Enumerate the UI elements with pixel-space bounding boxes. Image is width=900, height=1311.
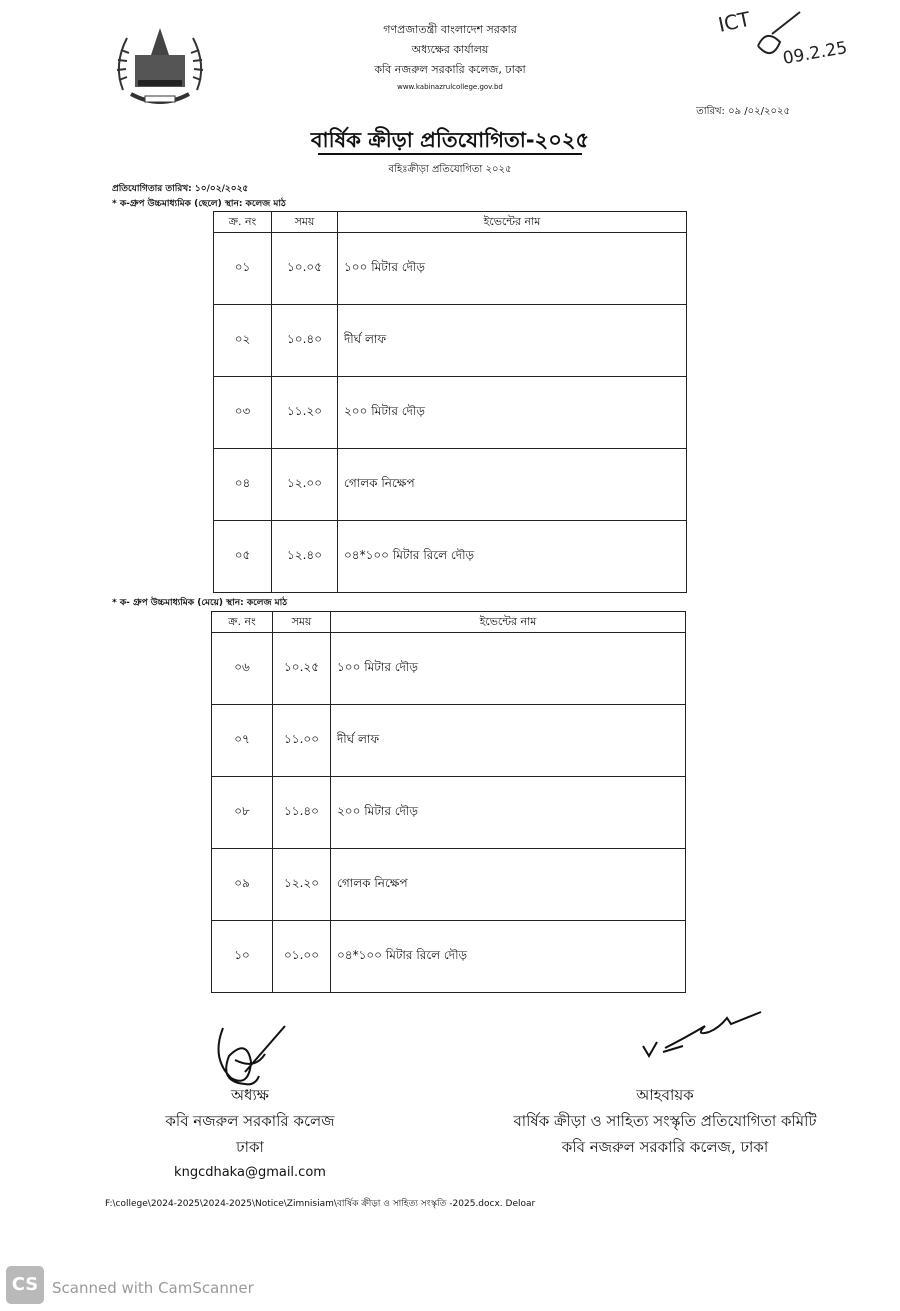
schedule-table-girls bbox=[211, 611, 686, 993]
cell-time: ১১.৪০ bbox=[273, 777, 331, 849]
competition-date: প্রতিযোগিতার তারিখ: ১০/০২/২০২৫ bbox=[112, 184, 249, 194]
cell-time: ১০.২৫ bbox=[273, 633, 331, 705]
table-row bbox=[212, 921, 686, 993]
table-row bbox=[214, 233, 687, 305]
principal-city: ঢাকা bbox=[236, 1138, 264, 1156]
cell-time: ১২.০০ bbox=[272, 449, 338, 521]
camscanner-logo-icon: CS bbox=[6, 1266, 44, 1304]
principal-role: অধ্যক্ষ bbox=[231, 1086, 269, 1104]
cell-time: ১০.০৫ bbox=[272, 233, 338, 305]
principal-org: কবি নজরুল সরকারি কলেজ bbox=[165, 1112, 335, 1130]
subtitle: বহিঃক্রীড়া প্রতিযোগিতা ২০২৫ bbox=[388, 164, 512, 175]
cell-time: ১০.৪০ bbox=[272, 305, 338, 377]
principal-block bbox=[130, 1082, 370, 1186]
office-name: অধ্যক্ষের কার্যালয় bbox=[411, 43, 489, 56]
table-header-row bbox=[214, 212, 687, 233]
cell-event: গোলক নিক্ষেপ bbox=[331, 849, 686, 921]
file-path: F:\college\2024-2025\2024-2025\Notice\Zimnisiam\বার্ষিক ক্রীড়া ও সাহিত্য সংস্কৃতি -2025.docx. Deloar bbox=[105, 1199, 536, 1209]
cell-sl: ০১ bbox=[214, 233, 272, 305]
convener-committee: বার্ষিক ক্রীড়া ও সাহিত্য সংস্কৃতি প্রতিযোগিতা কমিটি bbox=[513, 1112, 817, 1130]
table-row bbox=[214, 305, 687, 377]
convener-role: আহবায়ক bbox=[636, 1086, 694, 1104]
section-label-girls: * ক- গ্রুপ উচ্চমাধ্যমিক (মেয়ে) স্থান: কলেজ মাঠ bbox=[112, 598, 288, 608]
table-row bbox=[214, 521, 687, 593]
cell-time: ১২.২০ bbox=[273, 849, 331, 921]
cell-sl: ০৯ bbox=[212, 849, 273, 921]
cell-event: ২০০ মিটার দৌড় bbox=[338, 377, 687, 449]
office-header bbox=[300, 20, 600, 94]
cell-event: ০৪*১০০ মিটার রিলে দৌড় bbox=[331, 921, 686, 993]
convener-org: কবি নজরুল সরকারি কলেজ, ঢাকা bbox=[561, 1138, 769, 1156]
table-row bbox=[212, 633, 686, 705]
page-title: বার্ষিক ক্রীড়া প্রতিযোগিতা-২০২৫ bbox=[310, 128, 590, 152]
cell-sl: ০৭ bbox=[212, 705, 273, 777]
cell-time: ১১.০০ bbox=[273, 705, 331, 777]
cell-event: ১০০ মিটার দৌড় bbox=[338, 233, 687, 305]
website: www.kabinazrulcollege.gov.bd bbox=[397, 83, 503, 91]
schedule-table-boys bbox=[213, 211, 687, 593]
header-sl: ক্র. নং bbox=[214, 212, 272, 233]
notice-date: তারিখ: ০৯ /০২/২০২৫ bbox=[696, 106, 790, 117]
college-emblem-icon bbox=[105, 20, 215, 112]
handwritten-ict: ICT bbox=[716, 6, 753, 37]
cell-time: ১২.৪০ bbox=[272, 521, 338, 593]
camscanner-watermark: Scanned with CamScanner bbox=[52, 1279, 254, 1297]
cell-sl: ০৬ bbox=[212, 633, 273, 705]
header-time: সময় bbox=[273, 612, 331, 633]
table-row bbox=[214, 449, 687, 521]
header-event: ইভেন্টের নাম bbox=[338, 212, 687, 233]
convener-block bbox=[470, 1082, 860, 1160]
table-row bbox=[212, 777, 686, 849]
table-row bbox=[214, 377, 687, 449]
cell-sl: ০৪ bbox=[214, 449, 272, 521]
cell-event: দীর্ঘ লাফ bbox=[338, 305, 687, 377]
handwritten-note bbox=[712, 6, 872, 76]
table-row bbox=[212, 705, 686, 777]
cell-time: ০১.০০ bbox=[273, 921, 331, 993]
header-event: ইভেন্টের নাম bbox=[331, 612, 686, 633]
college-name: কবি নজরুল সরকারি কলেজ, ঢাকা bbox=[374, 63, 526, 76]
handwritten-date: 09.2.25 bbox=[781, 37, 849, 69]
header-time: সময় bbox=[272, 212, 338, 233]
cell-sl: ০৮ bbox=[212, 777, 273, 849]
title-underline bbox=[318, 153, 582, 155]
section-label-boys: * ক-গ্রুপ উচ্চমাধ্যমিক (ছেলে) স্থান: কলেজ মাঠ bbox=[112, 199, 286, 209]
convener-signature bbox=[635, 1008, 765, 1068]
cell-sl: ০৫ bbox=[214, 521, 272, 593]
header-sl: ক্র. নং bbox=[212, 612, 273, 633]
cell-sl: ১০ bbox=[212, 921, 273, 993]
cell-event: দীর্ঘ লাফ bbox=[331, 705, 686, 777]
govt-name: গণপ্রজাতন্ত্রী বাংলাদেশ সরকার bbox=[383, 23, 517, 36]
table-row bbox=[212, 849, 686, 921]
cell-sl: ০২ bbox=[214, 305, 272, 377]
cell-sl: ০৩ bbox=[214, 377, 272, 449]
cell-event: ১০০ মিটার দৌড় bbox=[331, 633, 686, 705]
cell-event: ০৪*১০০ মিটার রিলে দৌড় bbox=[338, 521, 687, 593]
cell-event: গোলক নিক্ষেপ bbox=[338, 449, 687, 521]
principal-email: kngcdhaka@gmail.com bbox=[174, 1165, 326, 1180]
cell-event: ২০০ মিটার দৌড় bbox=[331, 777, 686, 849]
cell-time: ১১.২০ bbox=[272, 377, 338, 449]
table-header-row bbox=[212, 612, 686, 633]
